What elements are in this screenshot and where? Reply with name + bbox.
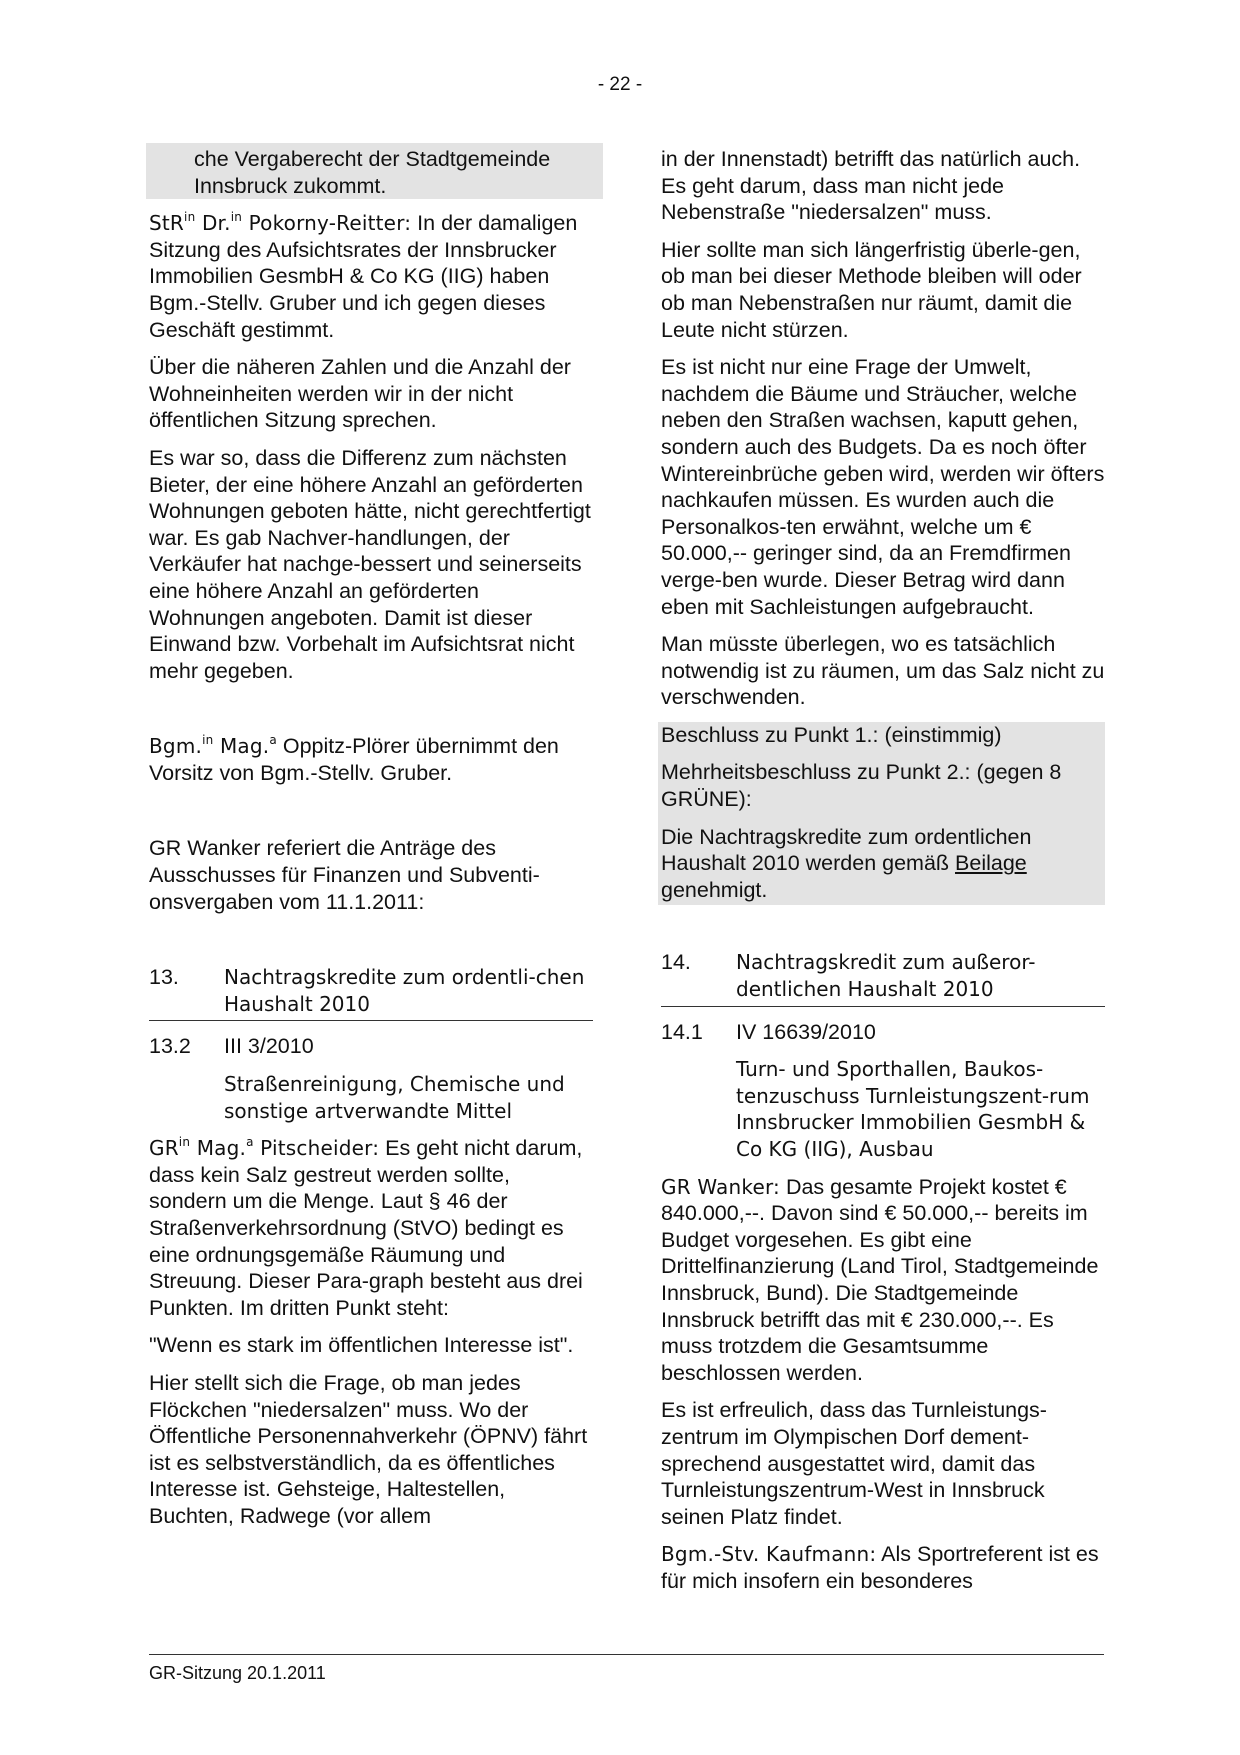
agenda-number: 13. (149, 965, 179, 990)
speaker-name: GR Wanker: (661, 1174, 780, 1199)
paragraph: Es war so, dass die Differenz zum nächsten Bieter, der eine höhere Anzahl an geförderten Wohnungen geboten hätte, nicht gerechtfertigt war. Es gab Nachver-handlungen, der Verkäufer hat nachge-bessert und seinerseits eine höhere Anzahl an geförderten Wohnungen angeboten. Damit ist dieser Einwand bzw. Vorbehalt im Aufsichtsrat nicht mehr gegeben. (149, 445, 591, 683)
paragraph: Es ist nicht nur eine Frage der Umwelt, nachdem die Bäume und Sträucher, welche neben den Straßen wachsen, kaputt gehen, sondern auch des Budgets. Da es noch öfter Wintereinbrüche geben wird, werden wir öfters nachkaufen müssen. Es wurden auch die Personalkos-ten erwähnt, welche um € 50.000,-- geringer sind, da an Fremdfirmen verge-ben wurde. Dieser Betrag wird dann eben mit Sachleistungen aufgebraucht. (661, 355, 1105, 619)
subitem-description: Straßenreinigung, Chemische und sonstige artverwandte Mittel (224, 1072, 565, 1123)
highlighted-continuation: che Vergaberecht der Stadtgemeinde Innsbruck zukommt. (146, 143, 603, 199)
speech-text: Das gesamte Projekt kostet € 840.000,--. Davon sind € 50.000,-- bereits im Budget vorgesehen. Es gibt eine Drittelfinanzierung (Land Tirol, Stadtgemeinde Innsbruck, Bund). Die Stadtgemeinde Innsbruck betrifft das mit € 230.000,--. Es muss trotzdem die Gesamtsumme beschlossen werden. (661, 1174, 1099, 1385)
paragraph: Man müsste überlegen, wo es tatsächlich notwendig ist zu räumen, um das Salz nicht zu verschwenden. (661, 632, 1105, 710)
resolution-1: Beschluss zu Punkt 1.: (einstimmig) (661, 722, 1002, 747)
speech-kaufmann (661, 1541, 1105, 1594)
subitem-number: 14.1 (661, 1019, 703, 1044)
attachment-link[interactable]: Beilage (955, 851, 1027, 876)
subitem-reference: IV 16639/2010 (736, 1019, 876, 1044)
agenda-subitem-13-2 (149, 1033, 593, 1060)
footer-text: GR-Sitzung 20.1.2011 (149, 1663, 326, 1683)
left-column (149, 146, 593, 1541)
resolution-text: Die Nachtragskredite zum ordentlichen Haushalt 2010 werden gemäß Beilage genehmigt. (661, 824, 1032, 902)
paragraph: in der Innenstadt) betrifft das natürlich auch. Es geht darum, dass man nicht jede Nebenstraße "niedersalzen" muss. (661, 147, 1081, 225)
speech-text: Als Sportreferent ist es für mich insofern ein besonderes (661, 1542, 1099, 1593)
agenda-subitem-14-1 (661, 1019, 1105, 1046)
subitem-reference: III 3/2010 (224, 1034, 314, 1059)
agenda-item-14 (661, 949, 1105, 1006)
speaker-name: $GR^{in}$ Mag.$^a$ Pitscheider: (149, 1135, 380, 1161)
report-intro: GR Wanker referiert die Anträge des Ausschusses für Finanzen und Subventi-onsvergaben vom 11.1.2011: (149, 836, 540, 914)
speech-pitscheider (149, 1135, 593, 1321)
resolution-2: Mehrheitsbeschluss zu Punkt 2.: (gegen 8 GRÜNE): (661, 760, 1062, 812)
paragraph: Über die näheren Zahlen und die Anzahl der Wohneinheiten werden wir in der nicht öffentlichen Sitzung sprechen. (149, 355, 571, 433)
paragraph: Es ist erfreulich, dass das Turnleistungs-zentrum im Olympischen Dorf dement-sprechend ausgestattet wird, damit das Turnleistungszentrum-West in Innsbruck seinen Platz findet. (661, 1398, 1047, 1529)
chair-change-note: Bgm.$^{in}$ Mag.$^a$ Oppitz-Plörer übernimmt den Vorsitz von Bgm.-Stellv. Gruber. (149, 733, 559, 785)
speech-text: In der damaligen Sitzung des Aufsichtsrates der Innsbrucker Immobilien GesmbH & Co KG (IIG) haben Bgm.-Stellv. Gruber und ich gegen dieses Geschäft gestimmt. (149, 211, 578, 342)
speaker-name: StR$^{in}$ Dr.$^{in}$ Pokorny-Reitter: (149, 210, 412, 236)
right-column (661, 146, 1105, 1606)
speech-text: Es geht nicht darum, dass kein Salz gestreut werden sollte, sondern um die Menge. Laut § 46 der Straßenverkehrsordnung (StVO) bedingt es eine ordnungsgemäße Räumung und Streuung. Dieser Para-graph besteht aus drei Punkten. Im dritten Punkt steht: (149, 1136, 583, 1320)
agenda-title: Nachtragskredite zum ordentli-chen Haushalt 2010 (224, 965, 585, 1016)
quote: "Wenn es stark im öffentlichen Interesse ist". (149, 1333, 574, 1358)
speech-wanker (661, 1174, 1105, 1387)
subitem-description: Turn- und Sporthallen, Baukos-tenzuschuss Turnleistungszent-rum Innsbrucker Immobilien GesmbH & Co KG (IIG), Ausbau (736, 1057, 1090, 1161)
agenda-item-13 (149, 964, 593, 1021)
paragraph: Hier stellt sich die Frage, ob man jedes Flöckchen "niedersalzen" muss. Wo der Öffentliche Personennahverkehr (ÖPNV) fährt ist es selbstverständlich, da es öffentliches Interesse ist. Gehsteige, Haltestellen, Buchten, Radwege (vor allem (149, 1370, 588, 1528)
agenda-title: Nachtragskredit zum außeror-dentlichen Haushalt 2010 (736, 950, 1036, 1002)
agenda-number: 14. (661, 950, 691, 975)
speaker-name: Bgm.-Stv. Kaufmann: (661, 1542, 877, 1567)
subitem-number: 13.2 (149, 1034, 191, 1059)
resolution-block (658, 722, 1105, 906)
paragraph: Hier sollte man sich längerfristig überle-gen, ob man bei dieser Methode bleiben will oder ob man Nebenstraßen nur räumt, damit die Leute nicht stürzen. (661, 237, 1082, 342)
footer-divider (149, 1654, 1104, 1655)
page-number: - 22 - (597, 74, 643, 95)
speech-pokorny-reitter (149, 210, 593, 343)
